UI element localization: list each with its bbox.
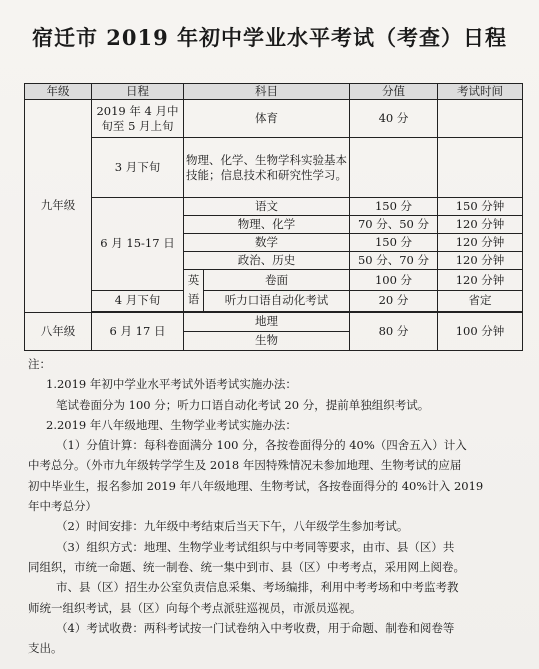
header-time: 考试时间 (438, 84, 523, 100)
note-line: （3）组织方式：地理、生物学业考试组织与中考同等要求，由市、县（区）共 (56, 539, 455, 554)
table-row (25, 138, 523, 198)
time-cell: 150 分钟 (438, 197, 523, 215)
score-cell (350, 138, 438, 198)
table-row (25, 100, 523, 138)
subject-cell: 地理 (184, 312, 350, 331)
subject-cell: 数学 (184, 233, 350, 251)
note-line: 年中考总分） (28, 499, 97, 514)
table-row (25, 312, 523, 331)
score-cell: 100 分 (350, 270, 438, 291)
score-cell: 80 分 (350, 312, 438, 350)
note-line: 初中毕业生，报名参加 2019 年八年级地理、生物考试，各按卷面得分的 40%计入 2019 (28, 478, 484, 493)
note-line: 2.2019 年八年级地理、生物学业考试实施办法： (46, 417, 297, 432)
table-header-row (25, 84, 523, 100)
score-cell: 40 分 (350, 100, 438, 138)
score-cell: 150 分 (350, 233, 438, 251)
subject-cell: 听力口语自动化考试 (204, 290, 350, 311)
note-line: 同组织，市统一命题、统一制卷、统一集中到市、县（区）中考考点，采用网上阅卷。 (28, 559, 465, 574)
english-label-cell (184, 270, 204, 311)
time-cell: 100 分钟 (438, 312, 523, 350)
time-cell (438, 138, 523, 198)
subject-cell: 物理、化学、生物学科实验基本技能；信息技术和研究性学习。 (184, 138, 350, 198)
header-score: 分值 (350, 84, 438, 100)
time-cell: 120 分钟 (438, 252, 523, 270)
grade-nine-cell: 九年级 (25, 100, 92, 313)
note-line: 中考总分。（外市九年级转学学生及 2018 年因特殊情况未参加地理、生物考试的应届 (28, 458, 462, 473)
time-cell: 省定 (438, 290, 523, 311)
header-grade: 年级 (25, 84, 92, 100)
grade-eight-cell: 八年级 (25, 312, 92, 350)
notes-label: 注： (28, 357, 51, 371)
date-cell: 6 月 17 日 (92, 312, 184, 350)
subject-cell: 体育 (184, 100, 350, 138)
subject-cell: 生物 (184, 331, 350, 350)
note-line: 支出。 (28, 641, 63, 656)
date-cell: 2019 年 4 月中旬至 5 月上旬 (92, 100, 184, 138)
document-title: 宿迁市 2019 年初中学业水平考试（考查）日程 (31, 25, 508, 50)
note-line: （4）考试收费：两科考试按一门试卷纳入中考收费，用于命题、制卷和阅卷等 (56, 620, 455, 635)
note-line: 师统一组织考试，县（区）向每个考点派驻巡视员，市派员巡视。 (28, 600, 362, 615)
note-line: （1）分值计算：每科卷面满分 100 分，各按卷面得分的 40%（四舍五入）计入 (56, 438, 467, 453)
time-cell: 120 分钟 (438, 270, 523, 291)
score-cell: 150 分 (350, 197, 438, 215)
note-line: （2）时间安排：九年级中考结束后当天下午，八年级学生参加考试。 (56, 519, 409, 534)
note-line: 市、县（区）招生办公室负责信息采集、考场编排，利用中考考场和中考监考教 (56, 580, 459, 595)
note-line: 笔试卷面分为 100 分；听力口语自动化考试 20 分，提前单独组织考试。 (56, 397, 430, 412)
note-line: 1.2019 年初中学业水平考试外语考试实施办法： (46, 377, 297, 392)
time-cell (438, 100, 523, 138)
subject-cell: 语文 (184, 197, 350, 215)
time-cell: 120 分钟 (438, 215, 523, 233)
table-row (25, 290, 523, 311)
header-subject: 科目 (184, 84, 350, 100)
subject-cell: 卷面 (204, 270, 350, 291)
english-label: 英语 (187, 273, 200, 307)
subject-cell: 物理、化学 (184, 215, 350, 233)
schedule-table (24, 83, 523, 351)
date-cell: 3 月下旬 (92, 138, 184, 198)
score-cell: 20 分 (350, 290, 438, 311)
header-date: 日程 (92, 84, 184, 100)
date-cell: 4 月下旬 (92, 290, 184, 311)
score-cell: 70 分、50 分 (350, 215, 438, 233)
notes-section (28, 354, 522, 658)
table-row (25, 197, 523, 215)
date-cell: 6 月 15-17 日 (92, 197, 184, 290)
subject-cell: 政治、历史 (184, 252, 350, 270)
time-cell: 120 分钟 (438, 233, 523, 251)
score-cell: 50 分、70 分 (350, 252, 438, 270)
